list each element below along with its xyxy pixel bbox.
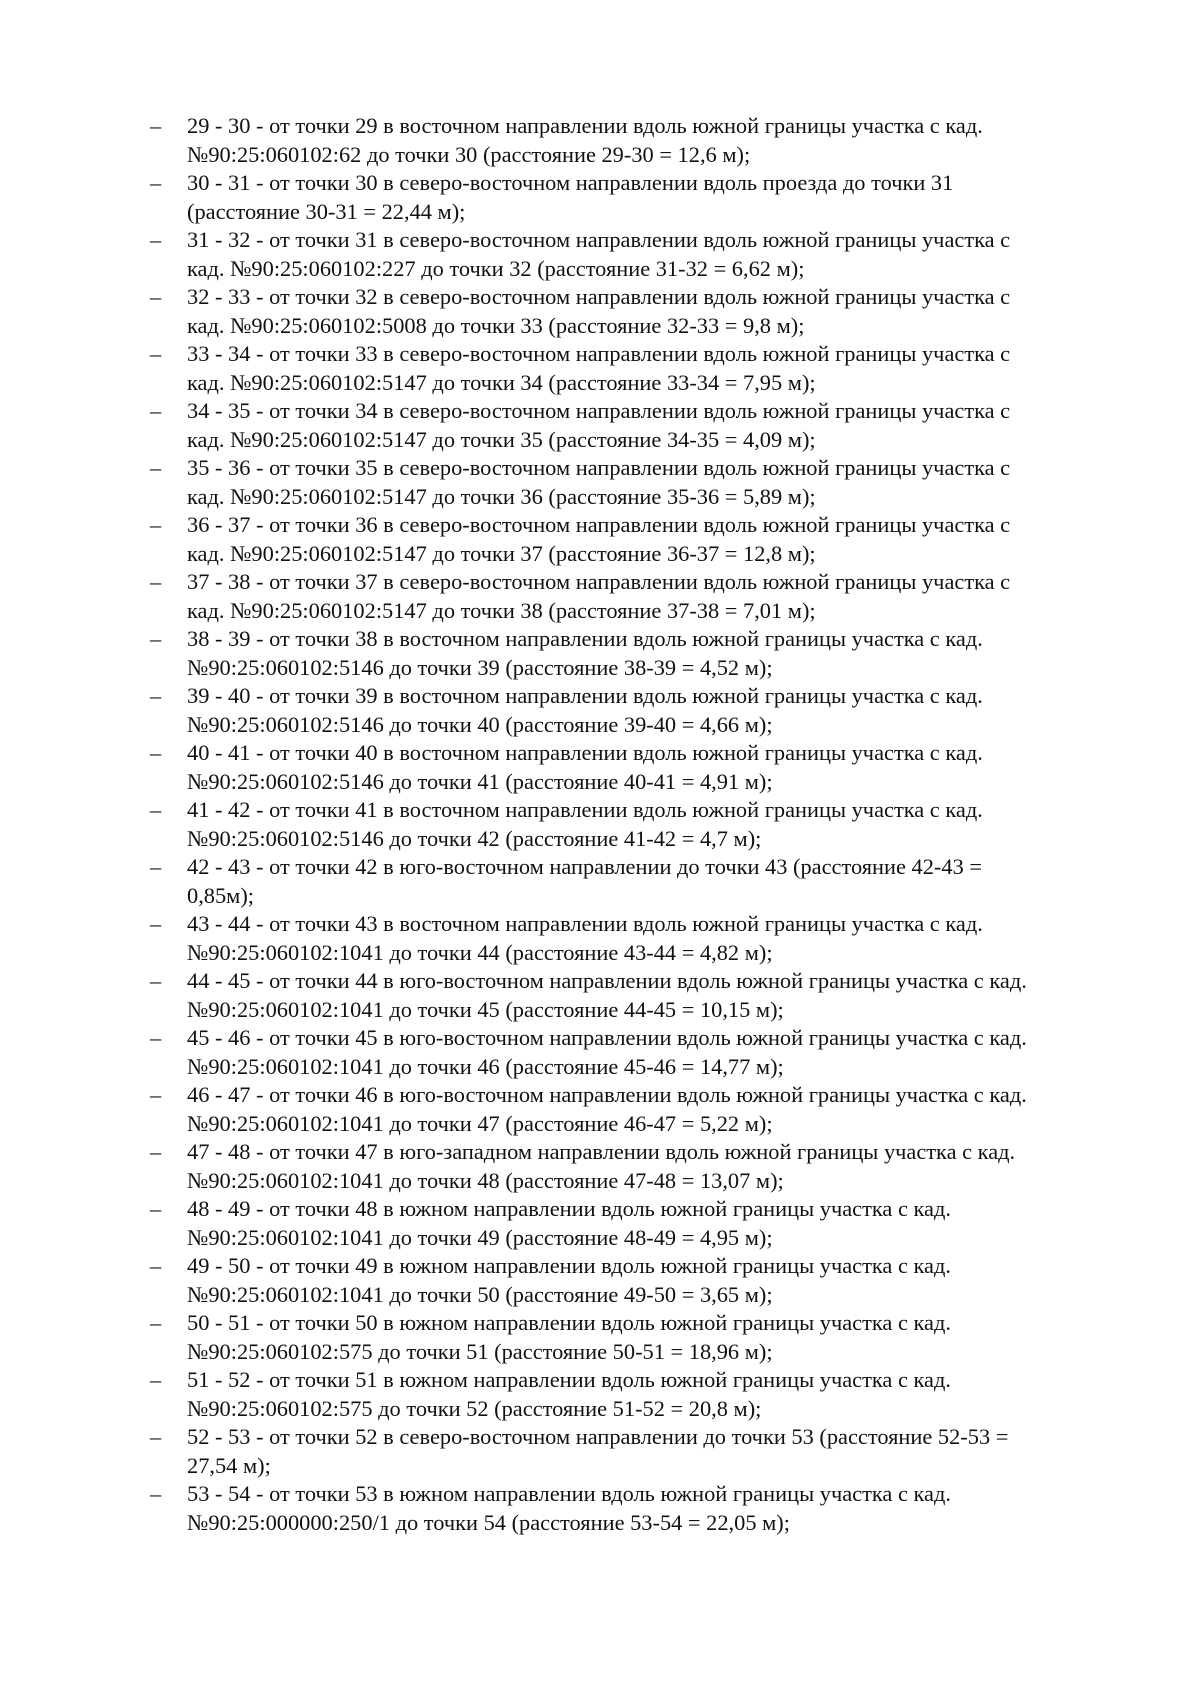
list-dash: –: [150, 1082, 162, 1107]
list-dash: –: [150, 626, 162, 651]
boundary-description-list: [150, 112, 1150, 1537]
list-item: [150, 910, 1150, 967]
list-item-text: 47 - 48 - от точки 47 в юго-западном направлении вдоль южной границы участка с кад. №90:25:060102:1041 до точки 48 (расстояние 47-48 = 13,07 м);: [187, 1139, 1016, 1193]
list-dash: –: [150, 683, 162, 708]
list-item: [150, 1423, 1150, 1480]
list-dash: –: [150, 1424, 162, 1449]
list-item: [150, 511, 1150, 568]
list-dash: –: [150, 740, 162, 765]
list-item: [150, 967, 1150, 1024]
list-item: [150, 568, 1150, 625]
list-item-text: 35 - 36 - от точки 35 в северо-восточном направлении вдоль южной границы участка с кад. №90:25:060102:5147 до точки 36 (расстояние 35-36 = 5,89 м);: [187, 455, 1011, 509]
list-item-text: 34 - 35 - от точки 34 в северо-восточном направлении вдоль южной границы участка с кад. №90:25:060102:5147 до точки 35 (расстояние 34-35 = 4,09 м);: [187, 398, 1011, 452]
list-item: [150, 796, 1150, 853]
list-item-text: 39 - 40 - от точки 39 в восточном направлении вдоль южной границы участка с кад. №90:25:060102:5146 до точки 40 (расстояние 39-40 = 4,66 м);: [187, 683, 983, 737]
list-item: [150, 226, 1150, 283]
list-dash: –: [150, 341, 162, 366]
list-dash: –: [150, 797, 162, 822]
list-dash: –: [150, 911, 162, 936]
list-dash: –: [150, 854, 162, 879]
list-item-text: 31 - 32 - от точки 31 в северо-восточном направлении вдоль южной границы участка с кад. №90:25:060102:227 до точки 32 (расстояние 31-32 = 6,62 м);: [187, 227, 1011, 281]
list-item: [150, 625, 1150, 682]
list-dash: –: [150, 1481, 162, 1506]
list-dash: –: [150, 1196, 162, 1221]
list-dash: –: [150, 113, 162, 138]
list-dash: –: [150, 1253, 162, 1278]
list-dash: –: [150, 1367, 162, 1392]
list-item-text: 44 - 45 - от точки 44 в юго-восточном направлении вдоль южной границы участка с кад. №90:25:060102:1041 до точки 45 (расстояние 44-45 = 10,15 м);: [187, 968, 1027, 1022]
list-dash: –: [150, 1310, 162, 1335]
list-item: [150, 853, 1150, 910]
list-dash: –: [150, 512, 162, 537]
list-item-text: 52 - 53 - от точки 52 в северо-восточном направлении до точки 53 (расстояние 52-53 = 27,54 м);: [187, 1424, 1009, 1478]
list-item: [150, 1195, 1150, 1252]
list-item-text: 46 - 47 - от точки 46 в юго-восточном направлении вдоль южной границы участка с кад. №90:25:060102:1041 до точки 47 (расстояние 46-47 = 5,22 м);: [187, 1082, 1027, 1136]
list-item-text: 43 - 44 - от точки 43 в восточном направлении вдоль южной границы участка с кад. №90:25:060102:1041 до точки 44 (расстояние 43-44 = 4,82 м);: [187, 911, 983, 965]
list-item-text: 32 - 33 - от точки 32 в северо-восточном направлении вдоль южной границы участка с кад. №90:25:060102:5008 до точки 33 (расстояние 32-33 = 9,8 м);: [187, 284, 1011, 338]
list-item: [150, 739, 1150, 796]
list-item-text: 37 - 38 - от точки 37 в северо-восточном направлении вдоль южной границы участка с кад. №90:25:060102:5147 до точки 38 (расстояние 37-38 = 7,01 м);: [187, 569, 1011, 623]
list-item-text: 49 - 50 - от точки 49 в южном направлении вдоль южной границы участка с кад. №90:25:060102:1041 до точки 50 (расстояние 49-50 = 3,65 м);: [187, 1253, 951, 1307]
list-item-text: 48 - 49 - от точки 48 в южном направлении вдоль южной границы участка с кад. №90:25:060102:1041 до точки 49 (расстояние 48-49 = 4,95 м);: [187, 1196, 951, 1250]
list-item-text: 53 - 54 - от точки 53 в южном направлении вдоль южной границы участка с кад. №90:25:000000:250/1 до точки 54 (расстояние 53-54 = 22,05 м);: [187, 1481, 951, 1535]
list-item: [150, 1480, 1150, 1537]
list-item: [150, 454, 1150, 511]
list-item-text: 38 - 39 - от точки 38 в восточном направлении вдоль южной границы участка с кад. №90:25:060102:5146 до точки 39 (расстояние 38-39 = 4,52 м);: [187, 626, 983, 680]
list-dash: –: [150, 1139, 162, 1164]
list-item-text: 51 - 52 - от точки 51 в южном направлении вдоль южной границы участка с кад. №90:25:060102:575 до точки 52 (расстояние 51-52 = 20,8 м);: [187, 1367, 951, 1421]
list-item: [150, 1081, 1150, 1138]
list-item: [150, 112, 1150, 169]
list-dash: –: [150, 569, 162, 594]
list-item-text: 40 - 41 - от точки 40 в восточном направлении вдоль южной границы участка с кад. №90:25:060102:5146 до точки 41 (расстояние 40-41 = 4,91 м);: [187, 740, 983, 794]
list-item: [150, 1024, 1150, 1081]
list-item: [150, 1138, 1150, 1195]
list-item: [150, 1366, 1150, 1423]
list-dash: –: [150, 170, 162, 195]
list-item-text: 50 - 51 - от точки 50 в южном направлении вдоль южной границы участка с кад. №90:25:060102:575 до точки 51 (расстояние 50-51 = 18,96 м);: [187, 1310, 951, 1364]
list-item: [150, 169, 1150, 226]
list-item-text: 42 - 43 - от точки 42 в юго-восточном направлении до точки 43 (расстояние 42-43 = 0,85м);: [187, 854, 983, 908]
list-item-text: 33 - 34 - от точки 33 в северо-восточном направлении вдоль южной границы участка с кад. №90:25:060102:5147 до точки 34 (расстояние 33-34 = 7,95 м);: [187, 341, 1011, 395]
list-item-text: 45 - 46 - от точки 45 в юго-восточном направлении вдоль южной границы участка с кад. №90:25:060102:1041 до точки 46 (расстояние 45-46 = 14,77 м);: [187, 1025, 1027, 1079]
list-dash: –: [150, 398, 162, 423]
list-item: [150, 682, 1150, 739]
list-item: [150, 397, 1150, 454]
list-item: [150, 1252, 1150, 1309]
list-dash: –: [150, 968, 162, 993]
list-dash: –: [150, 284, 162, 309]
list-item-text: 36 - 37 - от точки 36 в северо-восточном направлении вдоль южной границы участка с кад. №90:25:060102:5147 до точки 37 (расстояние 36-37 = 12,8 м);: [187, 512, 1011, 566]
list-item-text: 30 - 31 - от точки 30 в северо-восточном направлении вдоль проезда до точки 31 (расстояние 30-31 = 22,44 м);: [187, 170, 954, 224]
list-dash: –: [150, 455, 162, 480]
list-dash: –: [150, 227, 162, 252]
list-item: [150, 283, 1150, 340]
list-dash: –: [150, 1025, 162, 1050]
list-item-text: 41 - 42 - от точки 41 в восточном направлении вдоль южной границы участка с кад. №90:25:060102:5146 до точки 42 (расстояние 41-42 = 4,7 м);: [187, 797, 983, 851]
list-item: [150, 340, 1150, 397]
list-item-text: 29 - 30 - от точки 29 в восточном направлении вдоль южной границы участка с кад. №90:25:060102:62 до точки 30 (расстояние 29-30 = 12,6 м);: [187, 113, 983, 167]
list-item: [150, 1309, 1150, 1366]
